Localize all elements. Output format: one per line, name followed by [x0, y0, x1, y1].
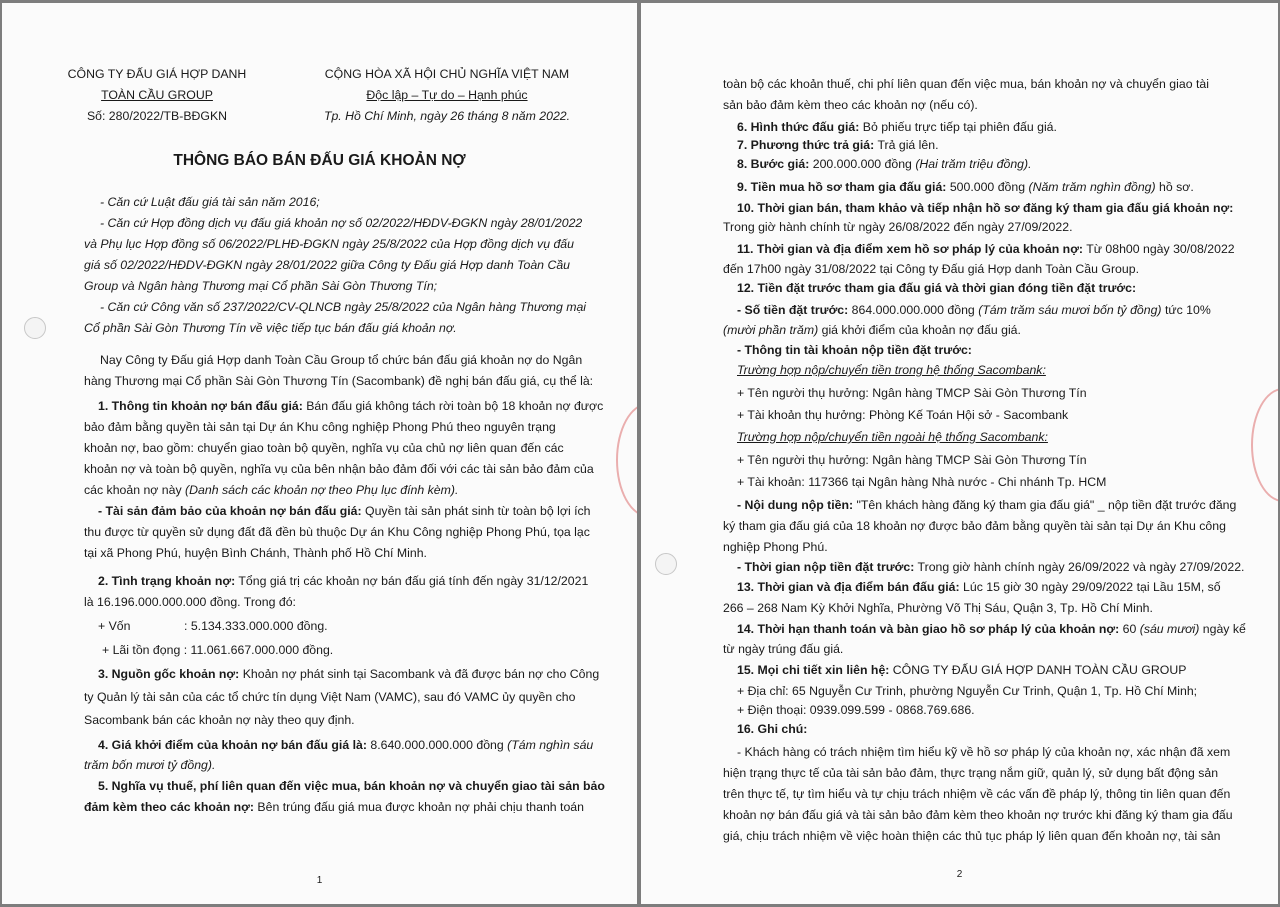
- section-3-line: 3. Nguồn gốc khoản nợ: Khoản nợ phát sinh tại Sacombank và đã được bán nợ cho Công: [98, 667, 600, 681]
- principal-value: : 5.134.333.000.000 đồng.: [184, 619, 328, 633]
- note-line: trên thực tế, tự tìm hiểu và tự chịu trách nhiệm về các vấn đề pháp lý, thông tin liên quan đến: [723, 787, 1231, 801]
- company-name: CÔNG TY ĐẤU GIÁ HỢP DANH: [67, 67, 247, 81]
- payment-content-line: - Nội dung nộp tiền: "Tên khách hàng đăng ký tham gia đấu giá" _ nộp tiền đặt trước đăng: [737, 498, 1237, 512]
- section-15-line: 15. Mọi chi tiết xin liên hệ: CÔNG TY ĐẤU GIÁ HỢP DANH TOÀN CẦU GROUP: [737, 663, 1187, 677]
- basis-line: - Căn cứ Công văn số 237/2022/CV-QLNCB ngày 25/8/2022 của Ngân hàng Thương mại: [100, 300, 587, 314]
- document-number: Số: 280/2022/TB-BĐGKN: [86, 109, 228, 123]
- section-8-line: 8. Bước giá: 200.000.000 đồng (Hai trăm triệu đồng).: [737, 157, 1032, 171]
- section-4-line: trăm bốn mươi tỷ đồng).: [84, 758, 216, 772]
- company-group: TOÀN CẦU GROUP: [101, 88, 213, 102]
- section-1-heading: 1. Thông tin khoản nợ bán đấu giá:: [98, 399, 303, 413]
- intro-line: hàng Thương mại Cổ phần Sài Gòn Thương Tín (Sacombank) đề nghị bán đấu giá, cụ thể là:: [84, 374, 594, 388]
- document-page-1: [2, 3, 637, 904]
- section-7-line: 7. Phương thức trả giá: Trả giá lên.: [737, 138, 939, 152]
- continued-line: toàn bộ các khoản thuế, chi phí liên quan đến việc mua, bán khoản nợ và chuyển giao tài: [723, 77, 1209, 91]
- section-10-line: Trong giờ hành chính từ ngày 26/08/2022 đến ngày 27/09/2022.: [723, 220, 1073, 234]
- deposit-line: (mười phần trăm) giá khởi điểm của khoản nợ đấu giá.: [723, 323, 1021, 337]
- note-line: - Khách hàng có trách nhiệm tìm hiểu kỹ về hồ sơ pháp lý của khoản nợ, xác nhận đã xem: [737, 745, 1231, 759]
- section-9-line: 9. Tiền mua hồ sơ tham gia đấu giá: 500.000 đồng (Năm trăm nghìn đồng) hồ sơ.: [737, 180, 1194, 194]
- red-stamp-edge: [616, 403, 637, 517]
- basis-line: và Phụ lục Hợp đồng số 06/2022/PLHĐ-ĐGKN ngày 25/8/2022 của Hợp đồng dịch vụ đấu: [84, 237, 574, 251]
- section-1-line: các khoản nợ này (Danh sách các khoản nợ theo Phụ lục đính kèm).: [84, 483, 459, 497]
- section-11-line: đến 17h00 ngày 31/08/2022 tại Công ty Đấu giá Hợp danh Toàn Cầu Group.: [723, 262, 1139, 276]
- punch-hole: [655, 553, 677, 575]
- section-2-line: 2. Tình trạng khoản nợ: Tổng giá trị các khoản nợ bán đấu giá tính đến ngày 31/12/2021: [98, 574, 589, 588]
- section-4-line: 4. Giá khởi điểm của khoản nợ bán đấu giá là: 8.640.000.000.000 đồng (Tám nghìn sáu: [98, 738, 594, 752]
- section-1-line: khoản nợ và toàn bộ quyền, nghĩa vụ của bên nhận bảo đảm đối với các tài sản bảo đảm của: [84, 462, 594, 476]
- case-outside-heading: Trường hợp nộp/chuyển tiền ngoài hệ thống Sacombank:: [737, 430, 1048, 444]
- section-2-line: là 16.196.000.000.000 đồng. Trong đó:: [84, 595, 296, 609]
- beneficiary-line: + Tên người thụ hưởng: Ngân hàng TMCP Sài Gòn Thương Tín: [737, 386, 1087, 400]
- payment-content-line: ký tham gia đấu giá của 18 khoản nợ được bảo đảm bằng quyền tài sản tại Dự án Khu công: [723, 519, 1226, 533]
- note-line: hiện trạng thực tế của tài sản bảo đảm, thực trạng nắm giữ, quản lý, sử dụng bất động sản: [723, 766, 1219, 780]
- collateral-line: thu được từ quyền sử dụng đất đã đền bù thuộc Dự án Khu Công nghiệp Phong Phú, tọa lạc: [84, 525, 590, 539]
- section-10-heading: 10. Thời gian bán, tham khảo và tiếp nhận hồ sơ đăng ký tham gia đấu giá khoản nợ:: [737, 201, 1234, 215]
- payment-content-line: nghiệp Phong Phú.: [723, 540, 828, 554]
- contact-phone: + Điện thoại: 0939.099.599 - 0868.769.686.: [737, 703, 975, 717]
- page-number: 2: [956, 869, 963, 880]
- section-13-line: 13. Thời gian và địa điểm bán đấu giá: Lúc 15 giờ 30 ngày 29/09/2022 tại Lầu 15M, số: [737, 580, 1221, 594]
- collateral-line: tại xã Phong Phú, huyện Bình Chánh, Thành phố Hồ Chí Minh.: [84, 546, 427, 560]
- payment-time-line: - Thời gian nộp tiền đặt trước: Trong giờ hành chính ngày 26/09/2022 và ngày 27/09/2022.: [737, 560, 1245, 574]
- section-12-heading: 12. Tiền đặt trước tham gia đấu giá và thời gian đóng tiền đặt trước:: [737, 281, 1137, 295]
- basis-line: - Căn cứ Luật đấu giá tài sản năm 2016;: [100, 195, 320, 209]
- continued-line: sản bảo đảm kèm theo các khoản nợ (nếu có).: [723, 98, 978, 112]
- motto: Độc lập – Tự do – Hạnh phúc: [366, 88, 528, 102]
- account-line: + Tài khoản: 117366 tại Ngân hàng Nhà nước - Chi nhánh Tp. HCM: [737, 475, 1107, 489]
- section-2-heading: 2. Tình trạng khoản nợ:: [98, 574, 236, 588]
- note-line: giá, chịu trách nhiệm về việc hoàn thiện các thủ tục pháp lý liên quan đến khoản nợ, tài sản: [723, 829, 1221, 843]
- note-line: khoản nợ bán đấu giá và tài sản bảo đảm kèm theo khoản nợ trước khi đăng ký tham gia đấu: [723, 808, 1233, 822]
- place-date: Tp. Hồ Chí Minh, ngày 26 tháng 8 năm 2022.: [323, 109, 571, 123]
- section-5-heading: 5. Nghĩa vụ thuế, phí liên quan đến việc mua, bán khoản nợ và chuyển giao tài sản bảo: [98, 779, 605, 793]
- section-3-heading: 3. Nguồn gốc khoản nợ:: [98, 667, 240, 681]
- contact-address: + Địa chỉ: 65 Nguyễn Cư Trinh, phường Nguyễn Cư Trinh, Quận 1, Tp. Hồ Chí Minh;: [737, 684, 1198, 698]
- collateral-line: - Tài sản đảm bảo của khoản nợ bán đấu giá: Quyền tài sản phát sinh từ toàn bộ lợi ích: [98, 504, 591, 518]
- basis-line: giá số 02/2022/HĐDV-ĐGKN ngày 28/01/2022 giữa Công ty Đấu giá Hợp danh Toàn Cầu: [84, 258, 570, 272]
- basis-line: - Căn cứ Hợp đồng dịch vụ đấu giá khoản nợ số 02/2022/HĐDV-ĐGKN ngày 28/01/2022: [100, 216, 583, 230]
- section-13-line: 266 – 268 Nam Kỳ Khởi Nghĩa, Phường Võ Thị Sáu, Quận 3, Tp. Hồ Chí Minh.: [723, 601, 1153, 615]
- interest-line: + Lãi tồn đọng : 11.061.667.000.000 đồng.: [102, 643, 334, 657]
- collateral-heading: - Tài sản đảm bảo của khoản nợ bán đấu giá:: [98, 504, 362, 518]
- section-14-line: từ ngày trúng đấu giá.: [723, 642, 844, 656]
- section-3-line: ty Quản lý tài sản của các tổ chức tín dụng Việt Nam (VAMC), sau đó VAMC ủy quyền cho: [84, 690, 576, 704]
- account-info-heading: - Thông tin tài khoản nộp tiền đặt trước:: [737, 343, 972, 357]
- section-1-line: bảo đảm bằng quyền tài sản tại Dự án Khu công nghiệp Phong Phú theo nguyên trạng: [84, 420, 556, 434]
- section-14-line: 14. Thời hạn thanh toán và bàn giao hồ sơ pháp lý của khoản nợ: 60 (sáu mươi) ngày kể: [737, 622, 1246, 636]
- red-stamp-edge: [1251, 388, 1278, 502]
- section-11-line: 11. Thời gian và địa điểm xem hồ sơ pháp lý của khoản nợ: Từ 08h00 ngày 30/08/2022: [737, 242, 1235, 256]
- punch-hole: [24, 317, 46, 339]
- page-number: 1: [316, 875, 323, 886]
- section-5-line: đảm kèm theo các khoản nợ: Bên trúng đấu giá mua được khoản nợ phải chịu thanh toán: [84, 800, 584, 814]
- section-4-heading: 4. Giá khởi điểm của khoản nợ bán đấu giá là:: [98, 738, 367, 752]
- section-6-line: 6. Hình thức đấu giá: Bỏ phiếu trực tiếp tại phiên đấu giá.: [737, 120, 1057, 134]
- account-line: + Tài khoản thụ hưởng: Phòng Kế Toán Hội sở - Sacombank: [737, 408, 1069, 422]
- document-title: THÔNG BÁO BÁN ĐẤU GIÁ KHOẢN NỢ: [173, 152, 466, 169]
- section-1-line: 1. Thông tin khoản nợ bán đấu giá: Bán đấu giá không tách rời toàn bộ 18 khoản nợ được: [98, 399, 604, 413]
- beneficiary-line: + Tên người thụ hưởng: Ngân hàng TMCP Sài Gòn Thương Tín: [737, 453, 1087, 467]
- basis-line: Group và Ngân hàng Thương mại Cổ phần Sài Gòn Thương Tín;: [84, 279, 438, 293]
- case-inside-heading: Trường hợp nộp/chuyển tiền trong hệ thống Sacombank:: [737, 363, 1046, 377]
- principal-label: + Vốn: [98, 619, 131, 633]
- section-1-line: khoản nợ, bao gồm: chuyển giao toàn bộ quyền, nghĩa vụ của chủ nợ liên quan đến các: [84, 441, 564, 455]
- basis-line: Cổ phần Sài Gòn Thương Tín về việc tiếp tục bán đấu giá khoản nợ.: [84, 321, 457, 335]
- deposit-line: - Số tiền đặt trước: 864.000.000.000 đồng (Tám trăm sáu mươi bốn tỷ đồng) tức 10%: [737, 303, 1211, 317]
- document-page-2: [641, 3, 1278, 904]
- nation-header: CỘNG HÒA XÃ HỘI CHỦ NGHĨA VIỆT NAM: [324, 67, 570, 81]
- intro-line: Nay Công ty Đấu giá Hợp danh Toàn Cầu Group tổ chức bán đấu giá khoản nợ do Ngân: [100, 353, 583, 367]
- section-16-heading: 16. Ghi chú:: [737, 722, 808, 736]
- section-3-line: Sacombank bán các khoản nợ này theo quy định.: [84, 713, 355, 727]
